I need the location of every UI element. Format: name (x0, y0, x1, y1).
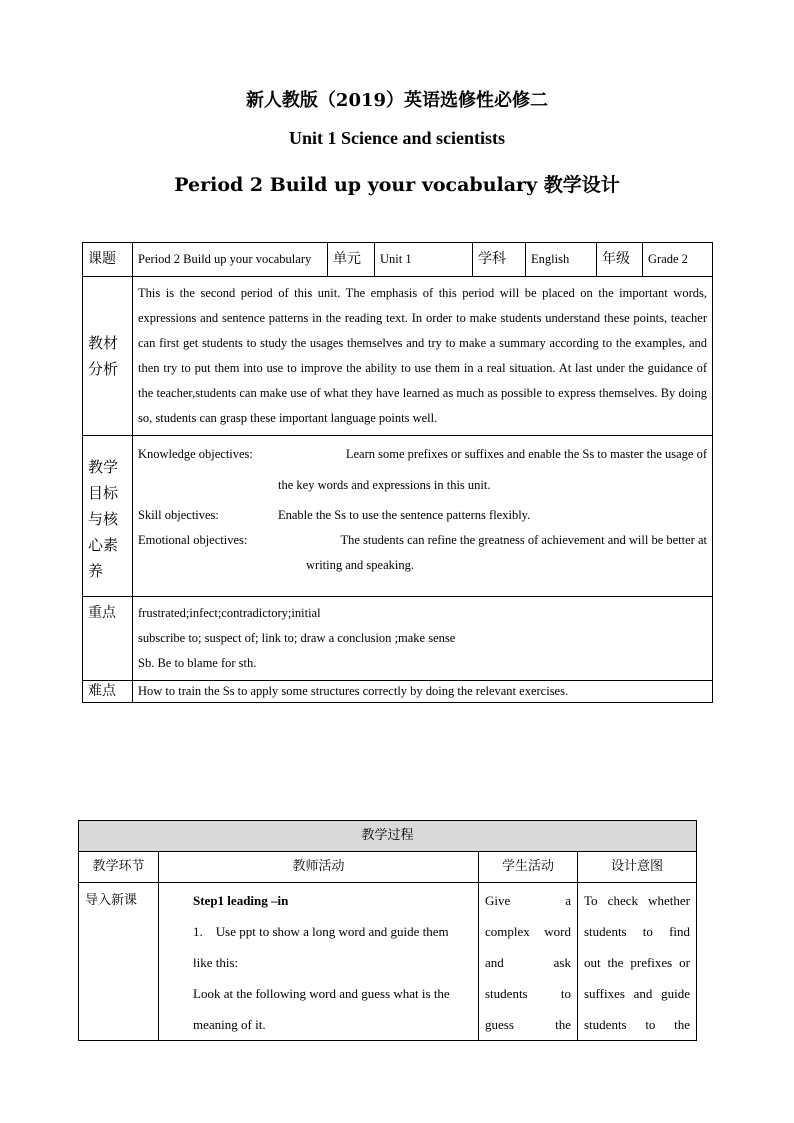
col-header: 设计意图 (578, 852, 697, 883)
teacher-line: 1. Use ppt to show a long word and guide them (193, 924, 449, 939)
process-title: 教学过程 (79, 821, 697, 852)
student-line: students to (485, 986, 571, 1001)
analysis-text: This is the second period of this unit. The emphasis of this period will be placed on the important words, expressions and sentence patterns in the reading text. In order to make students understand these points, teacher can first get students to study the usages themselves and try to make a summary according to the examples, and then try to put them into use to improve the ability to use them in a real situation. At last under the guidance of the teacher,students can make use of what they have learned as much as possible to express themselves. By doing so, students can grasp these important language points well. (133, 277, 713, 436)
intent-line: students to the (584, 1017, 691, 1032)
intent-line: out the prefixes or (584, 955, 691, 970)
key-points-line: frustrated;infect;contradictory;initial (138, 606, 321, 620)
student-line: guess the (485, 1017, 571, 1032)
process-header-row (79, 852, 697, 883)
info-row-difficulties (83, 681, 713, 703)
info-row-objectives (83, 436, 713, 597)
key-points-label: 重点 (83, 597, 133, 681)
info-row-analysis (83, 277, 713, 436)
objectives-label-line: 养 (88, 562, 104, 580)
knowledge-text-cont: the key words and expressions in this unit. (278, 478, 491, 492)
info-row-basic (83, 243, 713, 277)
objectives-label-line: 目标 (88, 484, 119, 502)
col-header: 教学环节 (79, 852, 159, 883)
student-line: Give a (485, 893, 571, 908)
step-heading: Step1 leading –in (193, 893, 289, 908)
key-points-content (133, 597, 713, 681)
skill-objective-line (138, 503, 707, 528)
student-line: and ask (485, 955, 571, 970)
emotional-label: Emotional objectives: (138, 533, 248, 547)
lesson-info-table (82, 242, 713, 703)
doc-title-cn: 新人教版（2019）英语选修性必修二 (245, 90, 549, 111)
doc-title-period: Period 2 Build up your vocabulary 教学设计 (174, 174, 620, 196)
subject-value: English (526, 243, 597, 277)
teacher-line: meaning of it. (193, 1017, 266, 1032)
stage-cell: 导入新课 (79, 883, 159, 1041)
objectives-label (83, 436, 133, 597)
intent-cell (578, 883, 697, 1041)
intent-line: students to find (584, 924, 691, 939)
col-header: 教师活动 (159, 852, 479, 883)
difficulties-text: How to train the Ss to apply some structures correctly by doing the relevant exercises. (133, 681, 713, 703)
emotional-text-cont: writing and speaking. (306, 558, 414, 572)
info-row-key-points (83, 597, 713, 681)
student-activity-cell (479, 883, 578, 1041)
subject-label: 学科 (473, 243, 526, 277)
knowledge-objective-line (138, 442, 707, 467)
unit-label: 单元 (328, 243, 375, 277)
skill-label: Skill objectives: (138, 508, 219, 522)
knowledge-label: Knowledge objectives: (138, 447, 253, 461)
difficulties-label: 难点 (83, 681, 133, 703)
emotional-objective-line (138, 528, 707, 553)
objectives-content (133, 436, 713, 597)
skill-text: Enable the Ss to use the sentence patterns flexibly. (278, 508, 531, 522)
grade-label: 年级 (597, 243, 643, 277)
knowledge-text: Learn some prefixes or suffixes and enable the Ss to master the usage of (345, 447, 707, 461)
topic-value: Period 2 Build up your vocabulary (133, 243, 328, 277)
teacher-activity-cell (159, 883, 479, 1041)
teaching-process-table (78, 820, 697, 1041)
emotional-text: The students can refine the greatness of achievement and will be better at (340, 533, 707, 547)
intent-line: To check whether (584, 893, 691, 908)
doc-title-unit: Unit 1 Science and scientists (289, 128, 505, 148)
intent-line: suffixes and guide (584, 986, 691, 1001)
objectives-label-line: 心素 (88, 536, 119, 554)
analysis-label-line: 教材 (88, 334, 119, 352)
process-row (79, 883, 697, 1041)
analysis-label (83, 277, 133, 436)
topic-label: 课题 (83, 243, 133, 277)
key-points-line: subscribe to; suspect of; link to; draw a conclusion ;make sense (138, 631, 456, 645)
objectives-label-line: 教学 (88, 458, 119, 476)
student-line: complex word (485, 924, 571, 939)
analysis-label-line: 分析 (88, 360, 119, 378)
grade-value: Grade 2 (643, 243, 713, 277)
teacher-line: like this: (193, 955, 239, 970)
objectives-label-line: 与核 (88, 510, 119, 528)
key-points-line: Sb. Be to blame for sth. (138, 656, 257, 670)
unit-value: Unit 1 (375, 243, 473, 277)
col-header: 学生活动 (479, 852, 578, 883)
teacher-line: Look at the following word and guess what is the (193, 986, 450, 1001)
